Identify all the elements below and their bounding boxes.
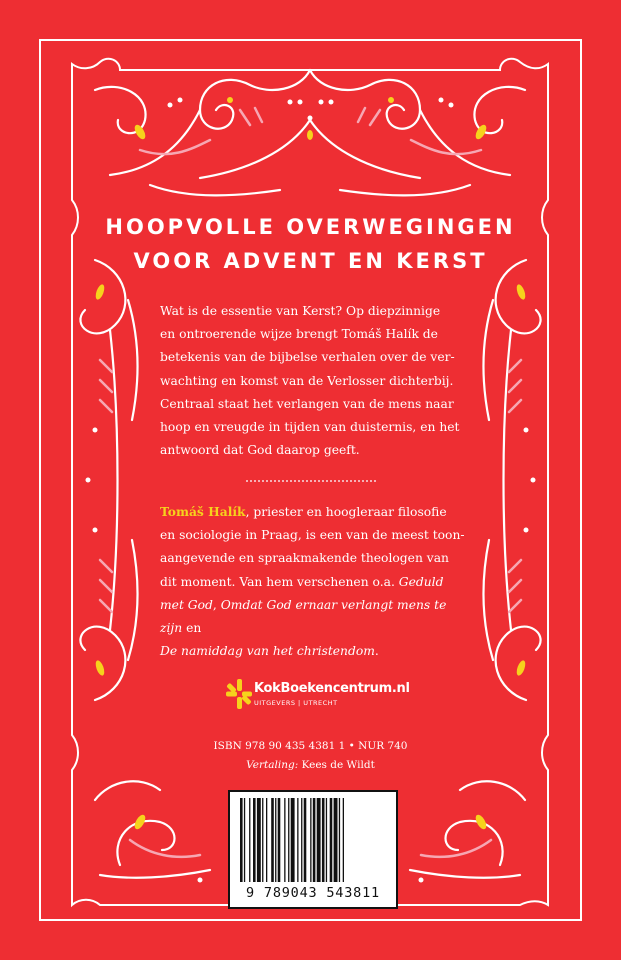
barcode-bar [275, 798, 276, 882]
book-title: Geduld [398, 574, 444, 589]
barcode-bar [284, 798, 285, 882]
publisher-name: KokBoekencentrum.nl [254, 681, 410, 696]
bio-line: aangevende en spraakmakende theologen van [160, 551, 449, 566]
author-bio-paragraph [160, 500, 470, 663]
barcode-bar [291, 798, 295, 882]
blurb-line: Wat is de essentie van Kerst? Op diepzinnige [160, 304, 441, 318]
bio-text: , [212, 597, 221, 612]
barcode-digits: 9 789043 543811 [246, 885, 380, 901]
top-swirl-left [200, 70, 310, 129]
barcode-bar [343, 798, 344, 882]
barcode-bar [240, 798, 243, 882]
bio-line [160, 640, 470, 663]
barcode-bar [297, 798, 298, 882]
headline-line-2: VOOR ADVENT EN KERST [133, 249, 488, 273]
barcode-bar [322, 798, 325, 882]
blurb-line: wachting en komst van de Verlosser dichterbij. [160, 373, 454, 388]
barcode-bar [253, 798, 256, 882]
translator-label: Vertaling: [246, 759, 299, 771]
bio-line [160, 571, 470, 594]
bio-line [160, 594, 470, 640]
barcode-bar [326, 798, 327, 882]
blurb-line: en ontroerende wijze brengt Tomáš Halík de [160, 327, 438, 342]
barcode-bar [262, 798, 263, 882]
blurb-line: betekenis van de bijbelse verhalen over de ver- [160, 350, 455, 365]
dotted-divider [246, 480, 376, 484]
bio-text: en [182, 621, 202, 636]
blurb-paragraph [160, 300, 470, 462]
barcode-bar [271, 798, 274, 882]
barcode-bar [313, 798, 316, 882]
barcode-bar [317, 798, 321, 882]
book-title: met God [160, 597, 213, 612]
barcode-bar [310, 798, 311, 882]
bio-line [160, 500, 470, 524]
barcode-bar [249, 798, 250, 882]
barcode-bar [278, 798, 281, 882]
blurb-line: antwoord dat God daarop geeft. [160, 443, 360, 458]
translator-name: Kees de Wildt [298, 759, 375, 771]
barcode-bar [257, 798, 261, 882]
barcode-bar [339, 798, 340, 882]
publisher-logo [226, 679, 426, 713]
isbn-line: ISBN 978 90 435 4381 1 • NUR 740 [213, 740, 408, 752]
bio-text: dit moment. Van hem verschenen o.a. [160, 574, 399, 589]
barcode [228, 790, 398, 909]
barcode-bar [288, 798, 289, 882]
bio-text: . [374, 644, 379, 659]
barcode-bar [301, 798, 302, 882]
headline [0, 210, 621, 278]
author-name: Tomáš Halík [160, 504, 246, 519]
publisher-subtitle: UITGEVERS | UTRECHT [254, 699, 338, 707]
headline-line-1: HOOPVOLLE OVERWEGINGEN [105, 215, 516, 239]
barcode-bar [330, 798, 333, 882]
book-title: De namiddag van het christendom [160, 644, 375, 659]
barcode-bar [304, 798, 307, 882]
book-title: Omdat God ernaar verlangt mens te zijn [160, 597, 447, 636]
blurb-line: hoop en vreugde in tijden van duisternis, en het [160, 420, 460, 435]
translator-credit [0, 759, 621, 771]
star-burst-icon [226, 679, 252, 709]
barcode-bar [244, 798, 245, 882]
blurb-line: Centraal staat het verlangen van de mens naar [160, 396, 454, 411]
barcode-bar [334, 798, 338, 882]
barcode-icon [238, 798, 388, 882]
bio-text: , priester en hoogleraar filosofie [245, 505, 447, 519]
barcode-bar [266, 798, 267, 882]
top-swirl-right [310, 70, 420, 129]
bio-line: en sociologie in Praag, is een van de meest toon- [160, 528, 465, 543]
